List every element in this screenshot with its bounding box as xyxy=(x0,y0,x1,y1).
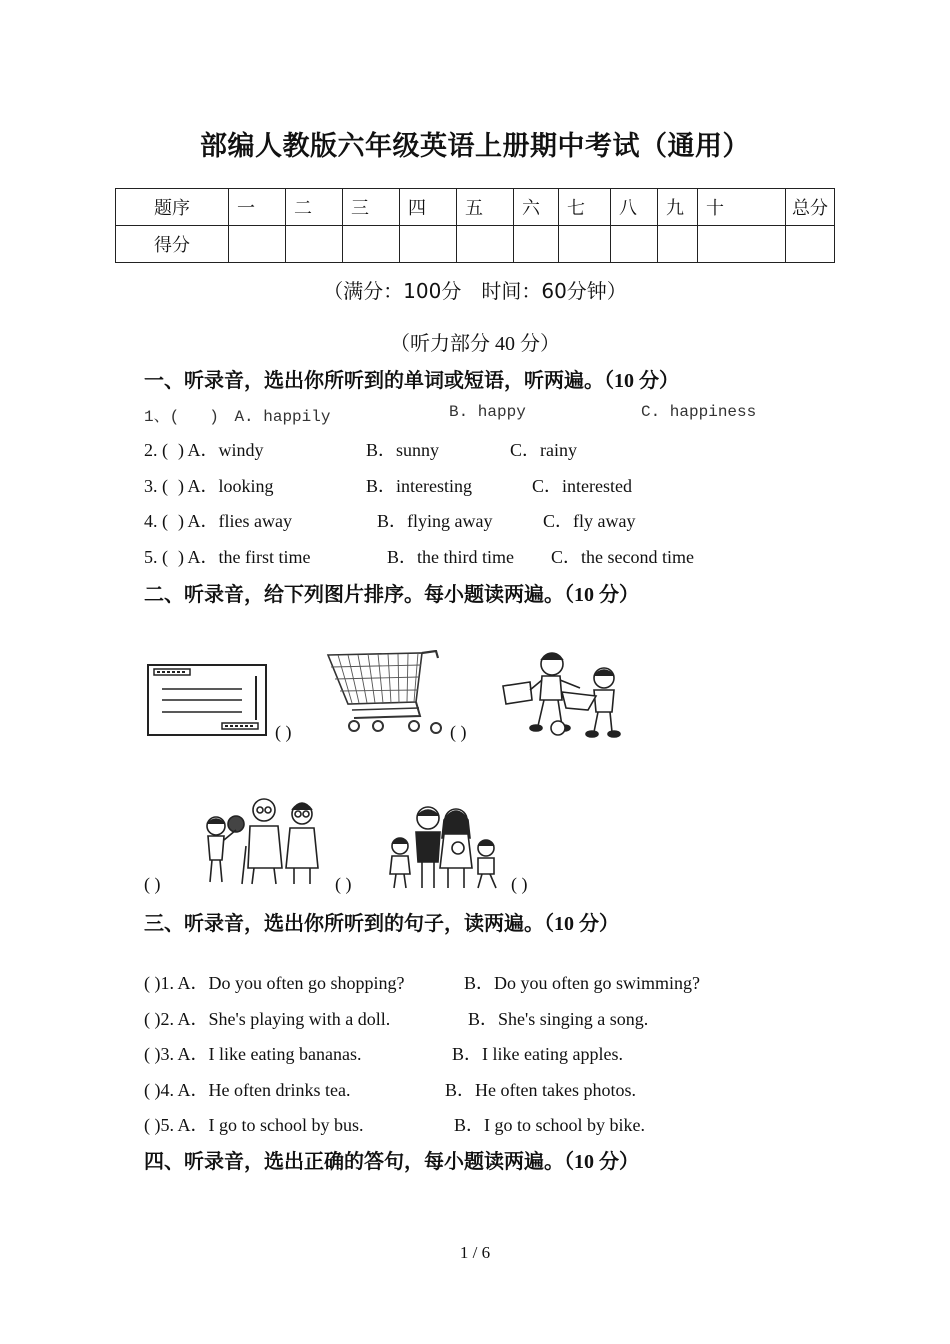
s3-question-3 xyxy=(144,1040,361,1066)
question-number: 2. ( xyxy=(144,440,168,460)
s1-question-3 xyxy=(144,472,274,498)
score-cell[interactable] xyxy=(658,226,698,263)
section3-heading: 三、听录音，选出你所听到的句子，读两遍。（10 分） xyxy=(144,913,619,935)
question-number[interactable]: ( )5. xyxy=(144,1115,174,1135)
answer-blank-close: ) xyxy=(178,440,184,460)
score-table-row-label: 得分 xyxy=(116,226,229,263)
question-number[interactable]: ( )1. xyxy=(144,973,174,993)
family-icon xyxy=(384,804,506,890)
score-table-col: 三 xyxy=(343,189,400,226)
s1-question-2 xyxy=(144,436,264,462)
boy-with-grandparents-icon xyxy=(198,796,324,888)
section2-heading: 二、听录音，给下列图片排序。每小题读两遍。（10 分） xyxy=(144,584,639,606)
option-a: A．He often drinks tea. xyxy=(177,1080,351,1100)
score-table-col-total: 总分 xyxy=(786,189,835,226)
score-table-col: 二 xyxy=(286,189,343,226)
option-a: A．I go to school by bus. xyxy=(177,1115,364,1135)
score-table-col: 九 xyxy=(658,189,698,226)
s3-question-5 xyxy=(144,1111,364,1137)
order-blank-3[interactable]: ( ) xyxy=(144,874,161,894)
s3-q5-option-b: B．I go to school by bike. xyxy=(454,1115,645,1135)
s1-q5-option-b: B．the third time xyxy=(387,547,514,567)
score-table-col: 五 xyxy=(457,189,514,226)
s3-question-2 xyxy=(144,1005,390,1031)
s1-q3-option-b: B．interesting xyxy=(366,476,472,496)
score-cell[interactable] xyxy=(286,226,343,263)
score-cell[interactable] xyxy=(400,226,457,263)
score-table-col: 八 xyxy=(611,189,658,226)
option-a: A. happily xyxy=(234,408,331,426)
s3-q4-option-b: B．He often takes photos. xyxy=(445,1080,636,1100)
option-a: A．windy xyxy=(187,440,264,460)
section4-heading: 四、听录音，选出正确的答句，每小题读两遍。（10 分） xyxy=(144,1151,639,1173)
score-table-header-row xyxy=(116,189,835,226)
score-cell[interactable] xyxy=(698,226,786,263)
s3-q2-option-b: B．She's singing a song. xyxy=(468,1009,649,1029)
answer-blank-close: ) xyxy=(178,547,184,567)
section1-heading: 一、听录音，选出你所听到的单词或短语，听两遍。（10 分） xyxy=(144,370,679,392)
answer-blank-close: ) xyxy=(209,408,219,426)
s1-question-4 xyxy=(144,507,292,533)
option-a: A．the first time xyxy=(187,547,311,567)
postcard-icon xyxy=(146,662,268,738)
exam-meta: （满分：100分 时间：60分钟） xyxy=(323,279,627,303)
s1-q2-option-c: C．rainy xyxy=(510,440,577,460)
score-table-col: 六 xyxy=(514,189,559,226)
s3-q1-option-b: B．Do you often go swimming? xyxy=(464,973,700,993)
s1-q1-option-b: B. happy xyxy=(449,403,526,421)
question-number[interactable]: ( )2. xyxy=(144,1009,174,1029)
listening-label: （听力部分 40 分） xyxy=(390,333,560,355)
question-number[interactable]: ( )4. xyxy=(144,1080,174,1100)
option-a: A．flies away xyxy=(187,511,292,531)
s1-question-5 xyxy=(144,543,311,569)
score-cell[interactable] xyxy=(343,226,400,263)
boys-playing-icon xyxy=(500,648,624,738)
question-number: 1、( xyxy=(144,408,180,426)
shopping-cart-icon xyxy=(324,650,442,736)
score-cell[interactable] xyxy=(786,226,835,263)
score-table-col: 十 xyxy=(698,189,786,226)
question-number[interactable]: ( )3. xyxy=(144,1044,174,1064)
s1-q3-option-c: C．interested xyxy=(532,476,632,496)
question-number: 4. ( xyxy=(144,511,168,531)
score-table-col: 七 xyxy=(559,189,611,226)
s1-q4-option-b: B．flying away xyxy=(377,511,493,531)
order-blank-1[interactable]: ( ) xyxy=(275,722,292,742)
score-cell[interactable] xyxy=(514,226,559,263)
question-number: 3. ( xyxy=(144,476,168,496)
score-table-col: 一 xyxy=(229,189,286,226)
score-cell[interactable] xyxy=(559,226,611,263)
score-cell[interactable] xyxy=(229,226,286,263)
option-a: A．She's playing with a doll. xyxy=(177,1009,391,1029)
order-blank-5[interactable]: ( ) xyxy=(511,874,528,894)
score-table-header-label: 题序 xyxy=(116,189,229,226)
answer-blank-close: ) xyxy=(178,511,184,531)
s3-question-4 xyxy=(144,1076,350,1102)
option-a: A．I like eating bananas. xyxy=(177,1044,362,1064)
s1-q1-option-c: C. happiness xyxy=(641,403,757,421)
s1-q2-option-b: B．sunny xyxy=(366,440,440,460)
score-table xyxy=(115,188,835,263)
s3-q3-option-b: B．I like eating apples. xyxy=(452,1044,623,1064)
answer-blank-close: ) xyxy=(178,476,184,496)
score-table-score-row xyxy=(116,226,835,263)
order-blank-4[interactable]: ( ) xyxy=(335,874,352,894)
s1-q5-option-c: C．the second time xyxy=(551,547,694,567)
page-number: 1 / 6 xyxy=(459,1243,491,1262)
option-a: A．Do you often go shopping? xyxy=(177,973,405,993)
s1-q4-option-c: C．fly away xyxy=(543,511,636,531)
score-cell[interactable] xyxy=(611,226,658,263)
page-title: 部编人教版六年级英语上册期中考试（通用） xyxy=(200,131,750,161)
order-blank-2[interactable]: ( ) xyxy=(450,722,467,742)
score-table-col: 四 xyxy=(400,189,457,226)
question-number: 5. ( xyxy=(144,547,168,567)
s3-question-1 xyxy=(144,969,405,995)
s1-question-1 xyxy=(144,403,330,426)
option-a: A．looking xyxy=(187,476,274,496)
score-cell[interactable] xyxy=(457,226,514,263)
